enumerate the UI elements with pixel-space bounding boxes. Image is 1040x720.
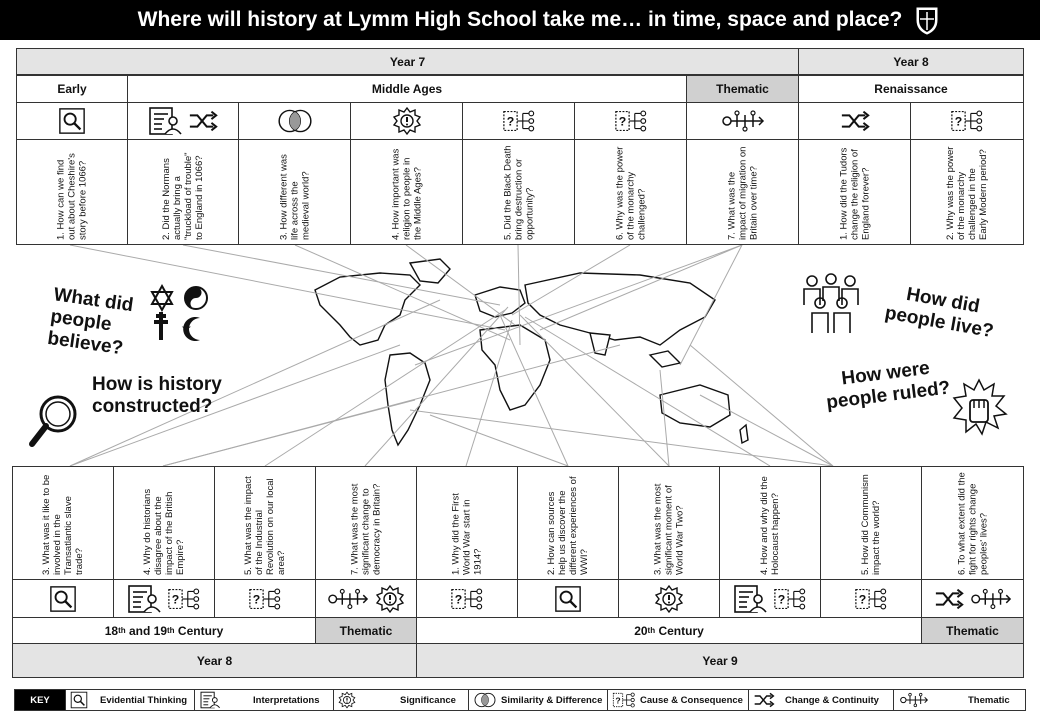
key-evidential-thinking: Evidential Thinking — [65, 689, 195, 711]
year7-header: Year 7 — [16, 48, 799, 75]
top-question-6: 6. Why was the power of the monarchy challenged? — [574, 139, 687, 245]
bottom-question-3: 5. What was the impact of the Industrial Revolution on our local area? — [214, 466, 316, 580]
key-interpretations: Interpretations — [194, 689, 334, 711]
interpretations-icon — [148, 106, 182, 136]
period-20th-century: 20 th Century — [416, 617, 922, 644]
evidential-thinking-icon — [70, 691, 88, 709]
period-renaissance: Renaissance — [798, 75, 1024, 103]
change-continuity-icon — [934, 587, 964, 611]
religious-symbols-icon — [148, 282, 218, 344]
change-continuity-icon — [753, 692, 775, 708]
bottom-question-8: 4. How and why did the Holocaust happen? — [719, 466, 821, 580]
bottom-question-10: 6. To what extent did the fight for rights change peoples' lives? — [921, 466, 1024, 580]
bottom-q10-icons — [921, 579, 1024, 618]
bottom-question-9: 5. How did Communism impact the world? — [820, 466, 922, 580]
connector-lines — [70, 245, 833, 466]
bottom-q7-icons — [618, 579, 720, 618]
bottom-question-6: 2. How can sources help us discover the different experiences of WWI? — [517, 466, 619, 580]
interpretations-icon — [127, 584, 161, 614]
cause-consequence-icon — [854, 585, 888, 613]
top-q4-icons — [350, 102, 463, 140]
significance-icon — [392, 106, 422, 136]
period-18th-19th-century: 18 th and 19 th Century — [12, 617, 316, 644]
thematic-icon — [970, 587, 1012, 611]
top-question-7: 7. What was the impact of migration on Britain over time? — [686, 139, 799, 245]
key-change-continuity: Change & Continuity — [748, 689, 894, 711]
top-question-2: 2. Did the Normans actually bring a "truckload of trouble" to England in 1066? — [127, 139, 239, 245]
top-q1-icons — [16, 102, 128, 140]
page-title-bar — [0, 0, 1040, 40]
key-significance: Significance — [333, 689, 469, 711]
bottom-q5-icons — [416, 579, 518, 618]
top-y8-q2-icons — [910, 102, 1024, 140]
similarity-difference-icon — [473, 691, 497, 709]
question-what-did-people-believe: What did people believe? — [46, 284, 135, 360]
year8-header: Year 8 — [798, 48, 1024, 75]
bottom-question-4: 7. What was the most significant change to democracy in Britain? — [315, 466, 417, 580]
key-similarity-difference: Similarity & Difference — [468, 689, 608, 711]
period-thematic: Thematic — [686, 75, 799, 103]
top-q6-icons — [574, 102, 687, 140]
evidential-thinking-icon — [554, 585, 582, 613]
school-crest-icon — [914, 4, 940, 36]
top-question-1: 1. How can we find out about Cheshire's story before 1066? — [16, 139, 128, 245]
bottom-q3-icons — [214, 579, 316, 618]
bottom-year8-header: Year 8 — [12, 643, 417, 678]
raised-fist-icon — [950, 378, 1008, 440]
thematic-icon — [720, 109, 766, 133]
cause-consequence-icon — [502, 107, 536, 135]
question-how-is-history-constructed: How is history constructed? — [92, 374, 222, 417]
cause-consequence-icon — [450, 585, 484, 613]
change-continuity-icon — [188, 109, 218, 133]
bottom-q9-icons — [820, 579, 922, 618]
significance-icon — [375, 584, 405, 614]
top-question-3: 3. How different was life across the medieval world? — [238, 139, 351, 245]
top-q2-icons — [127, 102, 239, 140]
bottom-q6-icons — [517, 579, 619, 618]
bottom-year9-header: Year 9 — [416, 643, 1024, 678]
cause-consequence-icon — [248, 585, 282, 613]
evidential-thinking-icon — [58, 107, 86, 135]
bottom-question-7: 3. What was the most significant moment of World War Two? — [618, 466, 720, 580]
bottom-q2-icons — [113, 579, 215, 618]
bottom-q8-icons — [719, 579, 821, 618]
people-group-icon — [800, 273, 862, 337]
evidential-thinking-icon — [49, 585, 77, 613]
bottom-question-5: 1. Why did the First World War start in 1914? — [416, 466, 518, 580]
change-continuity-icon — [840, 109, 870, 133]
bottom-q4-icons — [315, 579, 417, 618]
key-cause-consequence: Cause & Consequence — [607, 689, 749, 711]
question-how-were-people-ruled: How were people ruled? — [825, 357, 952, 414]
question-how-did-people-live: How did people live? — [883, 283, 996, 343]
interpretations-icon — [733, 584, 767, 614]
significance-icon — [338, 691, 356, 709]
cause-consequence-icon — [950, 107, 984, 135]
magnifying-glass-icon — [26, 392, 86, 452]
cause-consequence-icon — [167, 585, 201, 613]
significance-icon — [654, 584, 684, 614]
top-q7-icons — [686, 102, 799, 140]
period-early: Early — [16, 75, 128, 103]
cause-consequence-icon — [773, 585, 807, 613]
thematic-icon — [898, 692, 930, 708]
key-thematic: Thematic — [893, 689, 1026, 711]
period-bottom-thematic-2: Thematic — [921, 617, 1024, 644]
top-question-4: 4. How important was religion to people in the Middle Ages? — [350, 139, 463, 245]
period-bottom-thematic: Thematic — [315, 617, 417, 644]
top-question-9: 2. Why was the power of the monarchy challenged in the Early Modern period? — [910, 139, 1024, 245]
top-q3-icons — [238, 102, 351, 140]
key-label: KEY — [14, 689, 66, 711]
bottom-question-1: 3. What was it like to be involved in the Transatlantic slave trade? — [12, 466, 114, 580]
similarity-difference-icon — [276, 107, 314, 135]
page-title: Where will history at Lymm High School take me… in time, space and place? — [137, 8, 903, 31]
top-question-5: 5. Did the Black Death bring destruction or opportunity? — [462, 139, 575, 245]
svg-text:★: ★ — [181, 321, 192, 335]
bottom-question-2: 4. Why do historians disagree about the impact of the British Empire? — [113, 466, 215, 580]
cause-consequence-icon — [612, 690, 636, 710]
thematic-icon — [327, 587, 369, 611]
bottom-q1-icons — [12, 579, 114, 618]
cause-consequence-icon — [614, 107, 648, 135]
period-middle-ages: Middle Ages — [127, 75, 687, 103]
top-q5-icons — [462, 102, 575, 140]
top-y8-q1-icons — [798, 102, 911, 140]
interpretations-icon — [199, 691, 221, 709]
top-question-8: 1. How did the Tudors change the religion of England forever? — [798, 139, 911, 245]
